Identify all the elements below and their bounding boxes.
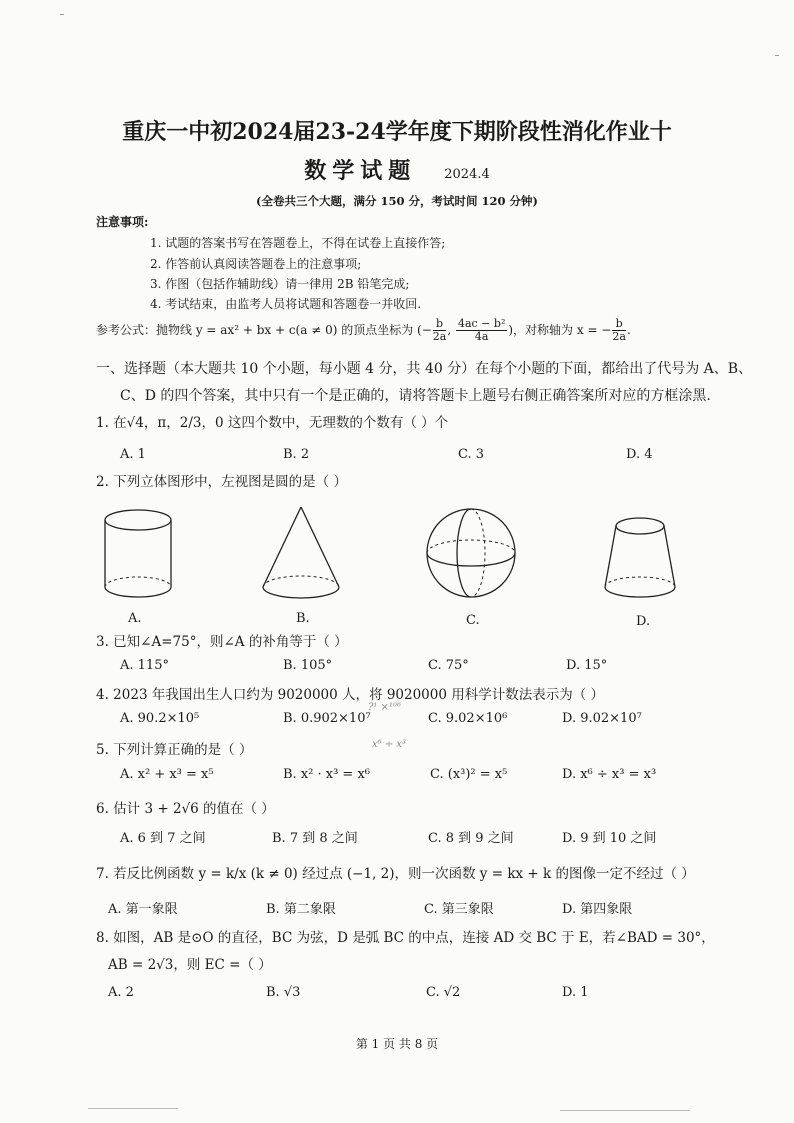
q4-option-d: D. 9.02×10⁷ xyxy=(562,711,642,726)
cone-figure xyxy=(258,505,348,605)
scan-edge xyxy=(560,1110,690,1111)
scan-speck xyxy=(60,14,64,15)
page-footer: 第 1 页 共 8 页 xyxy=(355,1037,439,1051)
q1-option-b: B. 2 xyxy=(283,447,310,462)
q7-option-d: D. 第四象限 xyxy=(562,902,633,917)
denominator: 2a xyxy=(432,330,447,343)
q1-option-d: D. 4 xyxy=(626,447,653,462)
q5-option-d: D. x⁶ ÷ x³ = x³ xyxy=(562,767,657,782)
denominator: 2a xyxy=(612,330,626,343)
q5-option-a: A. x² + x³ = x⁵ xyxy=(120,767,214,782)
section-instructions-2: C、D 的四个答案，其中只有一个是正确的，请将答题卡上题号右侧正确答案所对应的方框涂黑. xyxy=(120,388,711,404)
question-1-stem: 1. 在√4，π，2/3，0 这四个数中，无理数的个数有（ ）个 xyxy=(96,415,449,431)
reference-formula xyxy=(96,318,631,343)
question-8-stem: 8. 如图，AB 是⊙O 的直径，BC 为弦，D 是弧 BC 的中点，连接 AD 交 BC 于 E，若∠BAD = 30°， xyxy=(96,930,715,946)
frustum-figure xyxy=(600,512,680,607)
fraction xyxy=(456,318,507,343)
q6-option-d: D. 9 到 10 之间 xyxy=(562,831,657,846)
q8-option-d: D. 1 xyxy=(562,985,589,1000)
formula-suffix: )，对称轴为 x = − xyxy=(508,323,612,337)
note-item: 4. 考试结束，由监考人员将试题和答题卷一并收回. xyxy=(150,297,422,311)
formula-separator: , xyxy=(447,323,452,337)
sphere-figure xyxy=(425,505,520,605)
formula-end: . xyxy=(626,323,631,337)
q1-option-a: A. 1 xyxy=(120,447,146,462)
section-instructions-1: 一、选择题（本大题共 10 个小题，每小题 4 分，共 40 分）在每个小题的下面，都给出了代号为 A、B、 xyxy=(96,361,753,377)
notes-heading: 注意事项: xyxy=(96,215,149,229)
formula-prefix: 参考公式：抛物线 y = ax² + bx + c(a ≠ 0) 的顶点坐标为 (− xyxy=(96,323,432,337)
q5-option-b: B. x² · x³ = x⁶ xyxy=(283,767,371,782)
q6-option-a: A. 6 到 7 之间 xyxy=(120,831,206,846)
note-item: 2. 作答前认真阅读答题卷上的注意事项; xyxy=(150,257,362,271)
subject-label: 数学试题 xyxy=(304,158,417,184)
q7-option-a: A. 第一象限 xyxy=(108,902,178,917)
numerator: b xyxy=(612,318,626,331)
q2-option-d: D. xyxy=(636,614,651,629)
question-5-stem: 5. 下列计算正确的是（ ） xyxy=(96,742,253,758)
question-6-stem: 6. 估计 3 + 2√6 的值在（ ） xyxy=(96,801,275,817)
q6-option-b: B. 7 到 8 之间 xyxy=(272,831,358,846)
q5-option-c: C. (x³)² = x⁵ xyxy=(430,767,508,782)
numerator: b xyxy=(433,318,447,331)
q4-option-c: C. 9.02×10⁶ xyxy=(428,711,508,726)
note-item: 3. 作图（包括作辅助线）请一律用 2B 铅笔完成; xyxy=(150,277,410,291)
note-item: 1. 试题的答案书写在答题卷上，不得在试卷上直接作答; xyxy=(150,236,446,250)
fraction xyxy=(612,318,626,343)
q6-option-c: C. 8 到 9 之间 xyxy=(428,831,514,846)
denominator: 4a xyxy=(474,330,489,343)
exam-date: 2024.4 xyxy=(444,167,490,182)
question-3-stem: 3. 已知∠A=75°，则∠A 的补角等于（ ） xyxy=(96,634,348,650)
q7-option-b: B. 第二象限 xyxy=(266,902,336,917)
question-8-stem-2: AB = 2√3，则 EC =（ ） xyxy=(108,957,272,973)
q3-option-b: B. 105° xyxy=(283,658,333,673)
handwritten-scribble: ?¹ ×¹⁰⁶ xyxy=(368,702,401,713)
scan-speck xyxy=(775,55,779,56)
q1-option-c: C. 3 xyxy=(458,447,485,462)
q8-option-c: C. √2 xyxy=(426,985,461,1000)
q7-option-c: C. 第三象限 xyxy=(424,902,494,917)
cylinder-figure xyxy=(100,505,180,605)
handwritten-scribble: x⁶ ÷ x³ xyxy=(372,739,407,750)
page-title: 重庆一中初2024届23-24学年度下期阶段性消化作业十 xyxy=(122,119,672,145)
scan-edge xyxy=(88,1108,178,1109)
question-7-stem: 7. 若反比例函数 y = k/x (k ≠ 0) 经过点 (−1, 2)，则一次函数 y = kx + k 的图像一定不经过（ ） xyxy=(96,866,695,882)
q3-option-a: A. 115° xyxy=(120,658,169,673)
q3-option-c: C. 75° xyxy=(428,658,469,673)
q3-option-d: D. 15° xyxy=(566,658,608,673)
question-4-stem: 4. 2023 年我国出生人口约为 9020000 人，将 9020000 用科学计数法表示为（ ） xyxy=(96,687,605,703)
exam-info: (全卷共三个大题，满分 150 分，考试时间 120 分钟) xyxy=(256,194,538,208)
fraction xyxy=(433,318,447,343)
q2-option-a: A. xyxy=(128,611,142,626)
q4-option-b: B. 0.902×10⁷ xyxy=(283,711,371,726)
subject-title xyxy=(0,154,794,185)
q4-option-a: A. 90.2×10⁵ xyxy=(120,711,200,726)
q8-option-a: A. 2 xyxy=(108,985,134,1000)
question-2-stem: 2. 下列立体图形中，左视图是圆的是（ ） xyxy=(96,474,347,490)
q2-option-c: C. xyxy=(466,613,480,628)
q8-option-b: B. √3 xyxy=(266,985,301,1000)
numerator: 4ac − b² xyxy=(457,317,506,330)
q2-option-b: B. xyxy=(296,611,310,626)
